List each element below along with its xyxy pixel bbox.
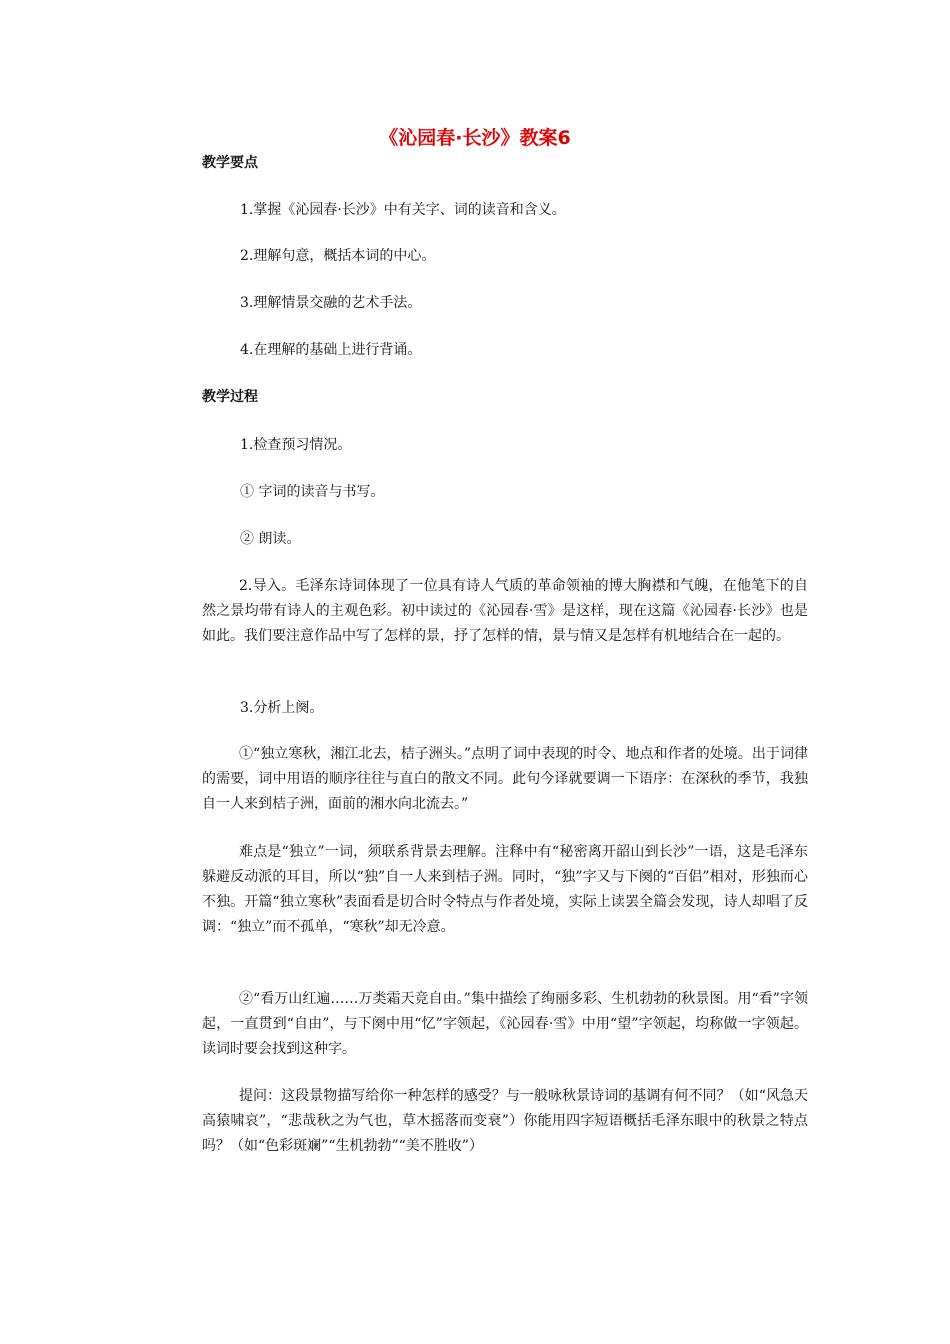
- question-paragraph: 提问：这段景物描写给你一种怎样的感受？与一般咏秋景诗词的基调有何不同？（如“风急天高猿啸哀”，“悲哉秋之为气也，草木摇落而变衰”）你能用四字短语概括毛泽东眼中的秋景之特点吗？（如“色彩斑斓”“生机勃勃”“美不胜收”）: [202, 1088, 808, 1154]
- teaching-point-1: 1.掌握《沁园春·长沙》中有关字、词的读音和含义。: [240, 202, 566, 218]
- process-step-2-paragraph: 2.导入。毛泽东诗词体现了一位具有诗人气质的革命领袖的博大胸襟和气魄，在他笔下的自然之景均带有诗人的主观色彩。初中读过的《沁园春·雪》是这样，现在这篇《沁园春·长沙》也是如此。我们要注意作品中写了怎样的景，抒了怎样的情，景与情又是怎样有机地结合在一起的。: [202, 578, 808, 644]
- difficulty-paragraph: 难点是“独立”一词，须联系背景去理解。注释中有“秘密离开韶山到长沙”一语，这是毛泽东躲避反动派的耳目，所以“独”自一人来到桔子洲。同时，“独”字又与下阕的“百侣”相对，形独而心不独。开篇“独立寒秋”表面看是切合时令特点与作者处境，实际上读罢全篇会发现，诗人却唱了反调：“独立”而不孤单，“寒秋”却无冷意。: [202, 844, 808, 935]
- process-step-1-sub-1: ① 字词的读音与书写。: [240, 484, 385, 500]
- section-heading-teaching-points: 教学要点: [202, 155, 258, 171]
- process-step-1-sub-2: ② 朗读。: [240, 531, 301, 547]
- process-step-3: 3.分析上阕。: [240, 700, 324, 716]
- teaching-point-2: 2.理解句意，概括本词的中心。: [240, 248, 436, 264]
- analysis-paragraph-1: ①“独立寒秋，湘江北去，桔子洲头。”点明了词中表现的时令、地点和作者的处境。出于词律的需要，词中用语的顺序往往与直白的散文不同。此句今译就要调一下语序：在深秋的季节，我独自一人来到桔子洲，面前的湘水向北流去。”: [202, 746, 808, 812]
- section-heading-teaching-process: 教学过程: [202, 389, 258, 405]
- analysis-paragraph-2: ②“看万山红遍……万类霜天竞自由。”集中描绘了绚丽多彩、生机勃勃的秋景图。用“看”字领起，一直贯到“自由”，与下阕中用“忆”字领起，《沁园春·雪》中用“望”字领起，均称做一字领起。读词时要会找到这种字。: [202, 991, 808, 1057]
- teaching-point-4: 4.在理解的基础上进行背诵。: [240, 342, 422, 358]
- teaching-point-3: 3.理解情景交融的艺术手法。: [240, 295, 422, 311]
- document-title: 《沁园春·长沙》教案6: [379, 127, 571, 149]
- process-step-1: 1.检查预习情况。: [240, 437, 352, 453]
